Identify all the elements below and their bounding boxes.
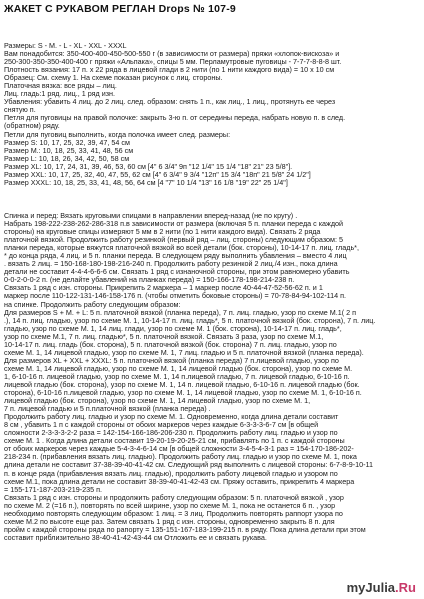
body-line: Связать 1 ряд с изн. стороны. Прикрепить 2 маркера – 1 маркер после 40-44-47-52-56-62 п. и 1 bbox=[4, 284, 323, 293]
header-line: Размер XXXL: 10, 18, 25, 33, 41, 48, 56, 64 см [4 "7" 10 1/4 "13" 16 1/8 "19" 22" 25 1/4"] bbox=[4, 178, 288, 187]
body-line: гладью, узор по схеме М. 1, 14 лиц. глади, узор по схеме М. 1 (бок. сторона), 10-14-17 п. лиц. гладь*, bbox=[4, 324, 342, 333]
header-line: Размер M.: 10, 18, 25, 33, 41, 48, 56 см bbox=[4, 146, 134, 155]
body-line: лицевой гладью (бок. сторона), узор по схеме М. 1, 14 лицевой гладью, узор по схеме М. 1, bbox=[4, 397, 311, 406]
header-line: (обратном) ряду. bbox=[4, 122, 60, 131]
body-line: = 155-171-187-203-219-235 п. bbox=[4, 485, 102, 494]
body-line: Для размеров XL + XXL + XXXL: 5 п. платочной вязкой (планка переда) 7 п.лицевой гладью, узор по bbox=[4, 356, 339, 365]
body-line: .), 14 п. лиц. гладью, узор по схеме М. 1, 10-14-17 п. лиц. гладь*, 5 п. платочной вязкой (бок. сторона), 7 п. лиц. bbox=[4, 316, 376, 325]
header-line: Плотность вязания: 17 п. х 22 ряда в лицевой глади в 2 нити (по 1 нити каждого вида) = 10 х 10 см bbox=[4, 66, 335, 75]
watermark-domain: .Ru bbox=[395, 580, 416, 595]
body-line: маркер после 110-122-131-146-158-176 п. (чтобы отметить боковые стороны) = 70-78-84-94-102-114 п. bbox=[4, 292, 347, 301]
header-line: Петля для пуговицы на правой полочке: закрыть 3-ю п. от середины переда, набрать новую п. в след. bbox=[4, 114, 346, 123]
header-line: Петли для пуговиц выполнить, когда полочка имеет след. размеры: bbox=[4, 130, 231, 139]
pattern-body-block bbox=[4, 212, 422, 542]
body-line: 1, 6-10-16 п. лицевой гладью, узор по схеме М. 1, 14 п.лицевой гладью, 7 п. лицевой гладью, 6-10-16 п. bbox=[4, 372, 350, 381]
body-line: узор по схеме М.1, 7 п. лиц. гладью*, 5 п. платочной вязкой. Связать 3 раза, узор по схеме М.1, bbox=[4, 332, 324, 341]
body-line: Продолжить работу лиц. гладью и узор по схеме М. 1. Одновременно, когда длина детали составит bbox=[4, 413, 339, 422]
header-line: Размер XXL: 10, 17, 25, 32, 40, 47, 55, 62 см [4" 6 3/4" 9 3/4 "12п" 15 3/4 "18п" 21 5/8" 24 1/2"] bbox=[4, 170, 311, 179]
header-line: Размер L: 10, 18, 26, 34, 42, 50, 58 см bbox=[4, 154, 130, 163]
body-line: схеме М.1, пока длина детали не составит 38-39-40-41-42-43 см. Пряжу оставить, прикрепить 4 маркера bbox=[4, 477, 355, 486]
body-line: 218-234 п. (прибавления вязать лиц. гладью). Продолжить работу лиц. гладью и узор по схеме М. 1, пока bbox=[4, 453, 357, 462]
body-line: детали не составит 4-4-4-6-6-6 см. Связать 1 ряд с изнаночной стороны, при этом равномерно убавить bbox=[4, 268, 350, 277]
header-line: Лиц. гладь:1 ряд. лиц., 1 ряд изн. bbox=[4, 90, 116, 99]
header-line: Размер XL: 10, 17, 24, 31, 39, 46, 53, 60 см [4" 6 3/4" 9п "12 1/4" 15 1/4 "18" 21" 23 5/8"]. bbox=[4, 162, 293, 171]
body-line: планки переда, которые вяжутся платочной вязкой во всей детали (бок. стороны), 10-14-17 п. лиц. гладь*, bbox=[4, 244, 359, 253]
body-line: 8 см , убавить 1 п с каждой стороны от обоих маркеров через каждые 6-3-3-3-6-7 см [в общей bbox=[4, 421, 319, 430]
body-line: по схеме М. 2 (=16 п.), повторять по всей ширине, узор по схеме М. 1, пока не останется 6 п. , узор bbox=[4, 501, 336, 510]
body-line: . вязать 2 лиц. = 150-168-180-198-216-240 п. Продолжить работу резинкой 2 лиц./4 изн., пока длина bbox=[4, 260, 338, 269]
header-line: Размер S: 10, 17, 25, 32, 39, 47, 54 см bbox=[4, 138, 130, 147]
body-line: платочной вязкой. Продолжить работу резинкой (первый ряд – лиц. стороны) следующим образом: 5 bbox=[4, 236, 343, 245]
site-watermark bbox=[347, 580, 416, 595]
header-line: снятую п. bbox=[4, 106, 36, 115]
body-line: Для размеров S + М. + L: 5 п. платочной вязкой (планка переда), 7 п. лиц. гладью, узор по схеме М.1( 2 п bbox=[4, 308, 357, 317]
body-line: схеме М. 1, 14 лицевой гладью, узор по схеме М. 1, 14 лицевой гладью (бок. сторона), узор по схеме М. bbox=[4, 364, 353, 373]
body-line: лицевой гладью (бок. сторона), узор по схеме М. 1, 14 п. лицевой гладью, 6-10-16 п. лицевой гладью (бок. bbox=[4, 380, 360, 389]
body-line: составит приблизительно 38-40-41-42-43-44 см Отложить ее и связать рукава. bbox=[4, 533, 267, 542]
header-line: Вам понадобится: 350-400-400-450-500-550 г (в зависимости от размера) пряжи «хлопок-вискоза» и bbox=[4, 50, 340, 59]
pattern-header-block bbox=[4, 42, 422, 187]
watermark-text: myJulia bbox=[346, 580, 396, 595]
header-line: Убавления: убавить 4 лиц. до 2 лиц. след. образом: снять 1 п., как лиц., 1 лиц., протянуть ее через bbox=[4, 98, 336, 107]
body-line: сторона), 6-10-16 п.лицевой гладью, узор по схеме М. 1, 14 лицевой гладью, узор по схеме М. 1, 6-10-16 п. bbox=[4, 389, 362, 398]
body-line: 7 п. лицевой гладью и 5 п.платочной вязкой (планка переда) . bbox=[4, 405, 211, 414]
body-line: схеме М.2 по высоте еще раз. Затем связать 1 ряд с изн. стороны, одновременно закрыть 8 п. для bbox=[4, 517, 335, 526]
body-line: от обоих маркеров через каждые 5-4-3-4-6-14 см [в общей сложности 3-4-5-4-3-1 раз = 154-170-186-202- bbox=[4, 445, 354, 454]
body-line: длина детали не составит 37-38-39-40-41-42 см. Следующий ряд выполнить с лицевой стороны: 6-7-8-9-10-11 bbox=[4, 461, 373, 470]
body-line: 10-14-17 п. лиц. гладь (бок. сторона), 5 п. платочной вязкой (бок. сторона) 7 п. лиц. гладью, узор по bbox=[4, 340, 337, 349]
body-line: пройм с каждой стороны ряда по рапорту = 135-151-167-183-199-215 п. в ряду. Пока длина детали при этом bbox=[4, 525, 366, 534]
body-line: п. в конце ряда (прибавления вязать лиц. гладью), продолжить работу лицевой гладью и узором по bbox=[4, 469, 338, 478]
header-line: Образец: См. схему 1. На схеме показан рисунок с лиц. стороны. bbox=[4, 74, 223, 83]
body-line: сложности 2-3-3-3-2-2 раза = 142-154-166-186-206-230 п. Продолжить работу лиц. гладью и узор по bbox=[4, 429, 338, 438]
body-line: Набрать 198-222-238-262-286-318 п.в зависимости от размера (включая 5 п. планки переда с каждой bbox=[4, 220, 344, 229]
body-line: схеме М. 1 . Когда длина детали составит 19-20-19-20-25-21 см, прибавлять по 1 п. с каждой стороны bbox=[4, 437, 345, 446]
body-line: 0-0-2-0-0-2 п. (не делайте убавлений на планках переда) = 150-166-178-198-214-238 п. bbox=[4, 276, 295, 285]
body-line: необходимо повторять следующим образом: 1 лиц. = 3 лиц. Продолжить повторять раппорт узора по bbox=[4, 509, 343, 518]
header-line: Платочная вязка: все ряды – лиц. bbox=[4, 82, 117, 91]
body-line: * до конца ряда, 4 лиц. и 5 п. планки переда. В следующем ряду выполнить убавления – вместо 4 лиц bbox=[4, 252, 347, 261]
header-line: 250-300-350-350-400-400 г пряжи «Альпака», спицы 5 мм. Перламутровые пуговицы - 7-7-7-8-8-8 шт. bbox=[4, 58, 342, 67]
body-line: Спинка и перед: Вязать круговыми спицами в направлении вперед-назад (не по кругу) . bbox=[4, 212, 298, 220]
body-line: схеме М. 1, 14 лицевой гладью, узор по схеме М. 1, 7 лиц. гладью и 5 п. платочной вязкой (планка переда). bbox=[4, 348, 364, 357]
body-line: стороны) на круговые спицы измеряют 5 мм в 2 нити (по 1 нити каждого вида). Связать 2 ряда bbox=[4, 228, 321, 237]
header-line: Размеры: S - M. - L - XL - XXL - XXXL bbox=[4, 42, 127, 50]
body-line: Связать 1 ряд с изн. стороны и продолжить работу следующим образом: 5 п. платочной вязкой , узор bbox=[4, 493, 344, 502]
pattern-title: ЖАКЕТ С РУКАВОМ РЕГЛАН Drops № 107-9 bbox=[4, 3, 236, 15]
body-line: на спинке. Продолжить работу следующим образом: bbox=[4, 300, 181, 309]
